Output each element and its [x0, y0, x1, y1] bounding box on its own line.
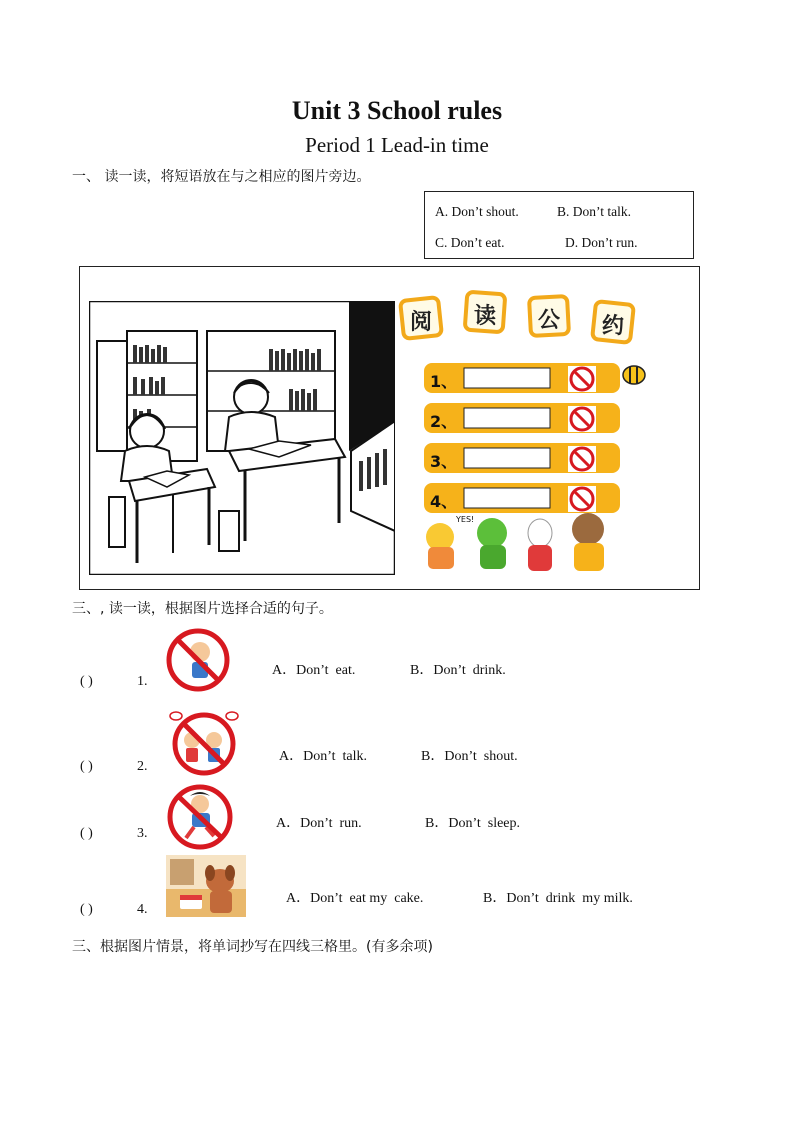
question-number-1: 1.	[137, 674, 148, 689]
q1-option-a: A．Don’t eat.	[272, 663, 356, 678]
q4-option-b: B．Don’t drink my milk.	[483, 891, 633, 906]
answer-bracket-2[interactable]: ( )	[80, 759, 93, 774]
no-eating-icon	[166, 628, 230, 692]
no-running-icon	[166, 784, 234, 850]
section-3-heading: 三、根据图片情景，将单词抄写在四线三格里。(有多余项)	[72, 939, 433, 955]
q1-option-b: B．Don’t drink.	[410, 663, 506, 678]
option-b: B. Don’t talk.	[557, 204, 631, 219]
page-title: Unit 3 School rules	[291, 96, 503, 125]
q2-option-a: A．Don’t talk.	[279, 749, 368, 764]
poster-title-char-4: 约	[602, 314, 625, 339]
q3-option-a: A．Don’t run.	[276, 816, 362, 831]
question-number-4: 4.	[137, 902, 148, 917]
no-shouting-icon	[168, 710, 240, 776]
q4-option-a: A．Don’t eat my cake.	[286, 891, 424, 906]
option-d: D. Don’t run.	[565, 235, 638, 250]
dog-with-cake-illustration	[166, 855, 246, 917]
rule-number-2: 2、	[430, 412, 458, 431]
q3-option-b: B．Don’t sleep.	[425, 816, 521, 831]
options-box	[424, 191, 694, 259]
option-c: C. Don’t eat.	[435, 235, 505, 250]
poster-title-char-3: 公	[538, 308, 561, 333]
picture-frame	[79, 266, 700, 590]
answer-bracket-1[interactable]: ( )	[80, 674, 93, 689]
page-subtitle: Period 1 Lead-in time	[305, 133, 489, 157]
poster-title-char-1: 阅	[410, 310, 433, 335]
section-1-heading: 一、 读一读，将短语放在与之相应的图片旁边。	[72, 169, 371, 185]
option-a: A. Don’t shout.	[435, 204, 519, 219]
q2-option-b: B．Don’t shout.	[421, 749, 518, 764]
rule-number-3: 3、	[430, 452, 458, 471]
reading-rules-poster	[398, 289, 653, 579]
poster-title-char-2: 读	[474, 304, 497, 329]
yes-label: YES!	[456, 515, 475, 524]
rule-number-4: 4、	[430, 492, 458, 511]
question-number-3: 3.	[137, 826, 148, 841]
library-scene-illustration	[89, 301, 395, 575]
answer-bracket-4[interactable]: ( )	[80, 902, 93, 917]
answer-bracket-3[interactable]: ( )	[80, 826, 93, 841]
section-2-heading: 三、, 读一读，根据图片选择合适的句子。	[72, 601, 333, 617]
question-number-2: 2.	[137, 759, 148, 774]
rule-number-1: 1、	[430, 372, 458, 391]
